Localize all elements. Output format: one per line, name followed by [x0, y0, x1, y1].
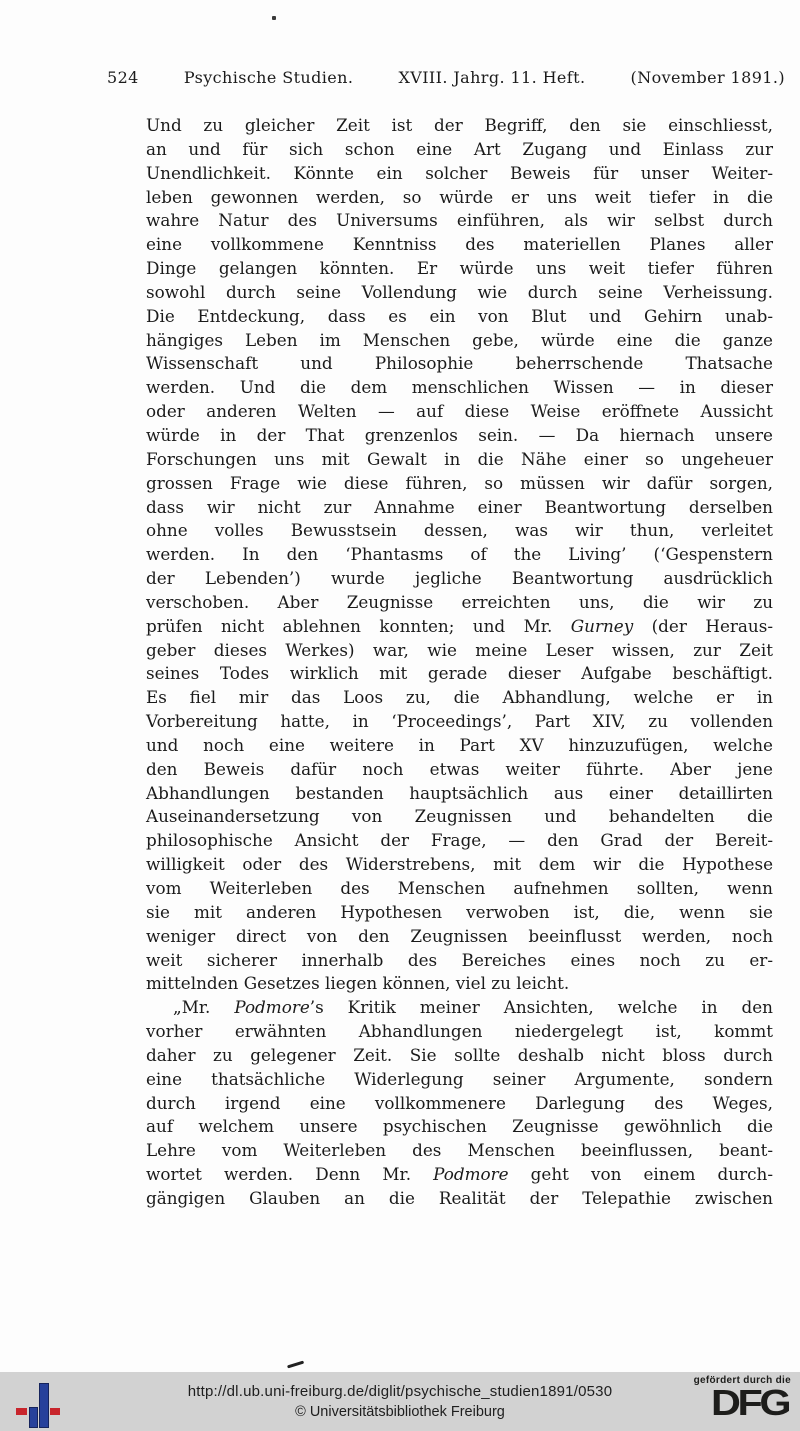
text-line: eine thatsächliche Widerlegung seiner Argumente, sondern: [146, 1068, 773, 1089]
text-line: Vorbereitung hatte, in ‘Proceedings’, Part XIV, zu vollenden: [146, 711, 773, 732]
issue-date: (November 1891.): [630, 68, 785, 87]
text-line: „Mr. Podmore’s Kritik meiner Ansichten, welche in den: [173, 997, 773, 1018]
text-line: Wissenschaft und Philosophie beherrschende Thatsache: [146, 353, 773, 374]
text-line: vorher erwähnten Abhandlungen niedergelegt ist, kommt: [146, 1021, 773, 1042]
pen-stroke-mark: [287, 1361, 304, 1368]
volume-issue: XVIII. Jahrg. 11. Heft.: [398, 68, 586, 87]
text-line: mittelnden Gesetzes liegen können, viel zu leicht.: [146, 973, 570, 994]
dfg-wordmark-text: DFG: [711, 1382, 789, 1423]
text-line: wahre Natur des Universums einführen, als wir selbst durch: [146, 210, 773, 231]
text-line: ohne volles Bewusstsein dessen, was wir thun, verleitet: [146, 520, 773, 541]
text-line: leben gewonnen werden, so würde er uns weit tiefer in die: [146, 186, 773, 207]
copyright-text: © Universitätsbibliothek Freiburg: [295, 1404, 505, 1420]
text-line: Auseinandersetzung von Zeugnissen und behandelten die: [146, 806, 773, 827]
text-line: Dinge gelangen könnten. Er würde uns weit tiefer führen: [146, 258, 773, 279]
text-line: sie mit anderen Hypothesen verwoben ist, die, wenn sie: [146, 901, 773, 922]
ink-speck: [272, 16, 276, 20]
text-line: willigkeit oder des Widerstrebens, mit dem wir die Hypothese: [146, 854, 773, 875]
text-line: werden. Und die dem menschlichen Wissen — in dieser: [146, 377, 773, 398]
text-line: hängiges Leben im Menschen gebe, würde eine die ganze: [146, 329, 773, 350]
text-line: den Beweis dafür noch etwas weiter führte. Aber jene: [146, 758, 773, 779]
text-line: durch irgend eine vollkommenere Darlegung des Weges,: [146, 1092, 773, 1113]
text-line: Und zu gleicher Zeit ist der Begriff, den sie einschliesst,: [146, 115, 773, 135]
text-line: und noch eine weitere in Part XV hinzuzufügen, welche: [146, 734, 773, 755]
journal-title: Psychische Studien.: [183, 68, 354, 87]
text-line: Es fiel mir das Loos zu, die Abhandlung, welche er in: [146, 687, 773, 708]
text-line: prüfen nicht ablehnen konnten; und Mr. Gurney (der Heraus-: [146, 615, 773, 636]
text-line: seines Todes wirklich mit gerade dieser Aufgabe beschäftigt.: [146, 663, 773, 684]
text-line: der Lebenden’) wurde jegliche Beantwortung ausdrücklich: [146, 568, 773, 589]
text-line: gängigen Glauben an die Realität der Telepathie zwischen: [146, 1187, 773, 1208]
page-number: 524: [107, 68, 139, 87]
text-line: Abhandlungen bestanden hauptsächlich aus einer detaillirten: [146, 782, 773, 803]
text-line: auf welchem unsere psychischen Zeugnisse gewöhnlich die: [146, 1116, 773, 1137]
page-body-text: [146, 114, 773, 1211]
text-line: sowohl durch seine Vollendung wie durch seine Verheissung.: [146, 281, 773, 302]
text-line: wortet werden. Denn Mr. Podmore geht von einem durch-: [146, 1164, 773, 1185]
text-line: an und für sich schon eine Art Zugang und Einlass zur: [146, 138, 773, 159]
viewer-footer-bar: [0, 1372, 800, 1431]
text-line: philosophische Ansicht der Frage, — den Grad der Bereit-: [146, 830, 773, 851]
text-line: eine vollkommene Kenntniss des materiellen Planes aller: [146, 234, 773, 255]
source-url-link[interactable]: http://dl.ub.uni-freiburg.de/diglit/psychische_studien1891/0530: [187, 1383, 613, 1400]
dfg-logo: [685, 1375, 795, 1423]
text-line: oder anderen Welten — auf diese Weise eröffnete Aussicht: [146, 401, 773, 422]
paragraph: [146, 996, 773, 1211]
text-line: daher zu gelegener Zeit. Sie sollte deshalb nicht bloss durch: [146, 1044, 773, 1065]
text-line: Die Entdeckung, dass es ein von Blut und Gehirn unab-: [146, 305, 773, 326]
text-line: Lehre vom Weiterleben des Menschen beeinflussen, beant-: [146, 1140, 773, 1161]
text-line: weit sicherer innerhalb des Bereiches eines noch zu er-: [146, 949, 773, 970]
text-line: Forschungen uns mit Gewalt in die Nähe einer so ungeheuer: [146, 448, 773, 469]
text-line: geber dieses Werkes) war, wie meine Leser wissen, zur Zeit: [146, 639, 773, 660]
text-line: werden. In den ‘Phantasms of the Living’ (‘Gespenstern: [146, 544, 773, 565]
text-line: würde in der That grenzenlos sein. — Da hiernach unsere: [146, 424, 773, 445]
text-line: Unendlichkeit. Könnte ein solcher Beweis für unser Weiter-: [146, 162, 773, 183]
text-line: grossen Frage wie diese führen, so müssen wir dafür sorgen,: [146, 472, 773, 493]
dfg-tagline-text: gefördert durch die: [693, 1375, 791, 1386]
text-line: dass wir nicht zur Annahme einer Beantwortung derselben: [146, 496, 773, 517]
text-line: weniger direct von den Zeugnissen beeinflusst werden, noch: [146, 925, 773, 946]
text-line: verschoben. Aber Zeugnisse erreichten uns, die wir zu: [146, 591, 773, 612]
running-head: [107, 68, 785, 87]
paragraph: [146, 114, 773, 996]
text-line: vom Weiterleben des Menschen aufnehmen sollten, wenn: [146, 878, 773, 898]
